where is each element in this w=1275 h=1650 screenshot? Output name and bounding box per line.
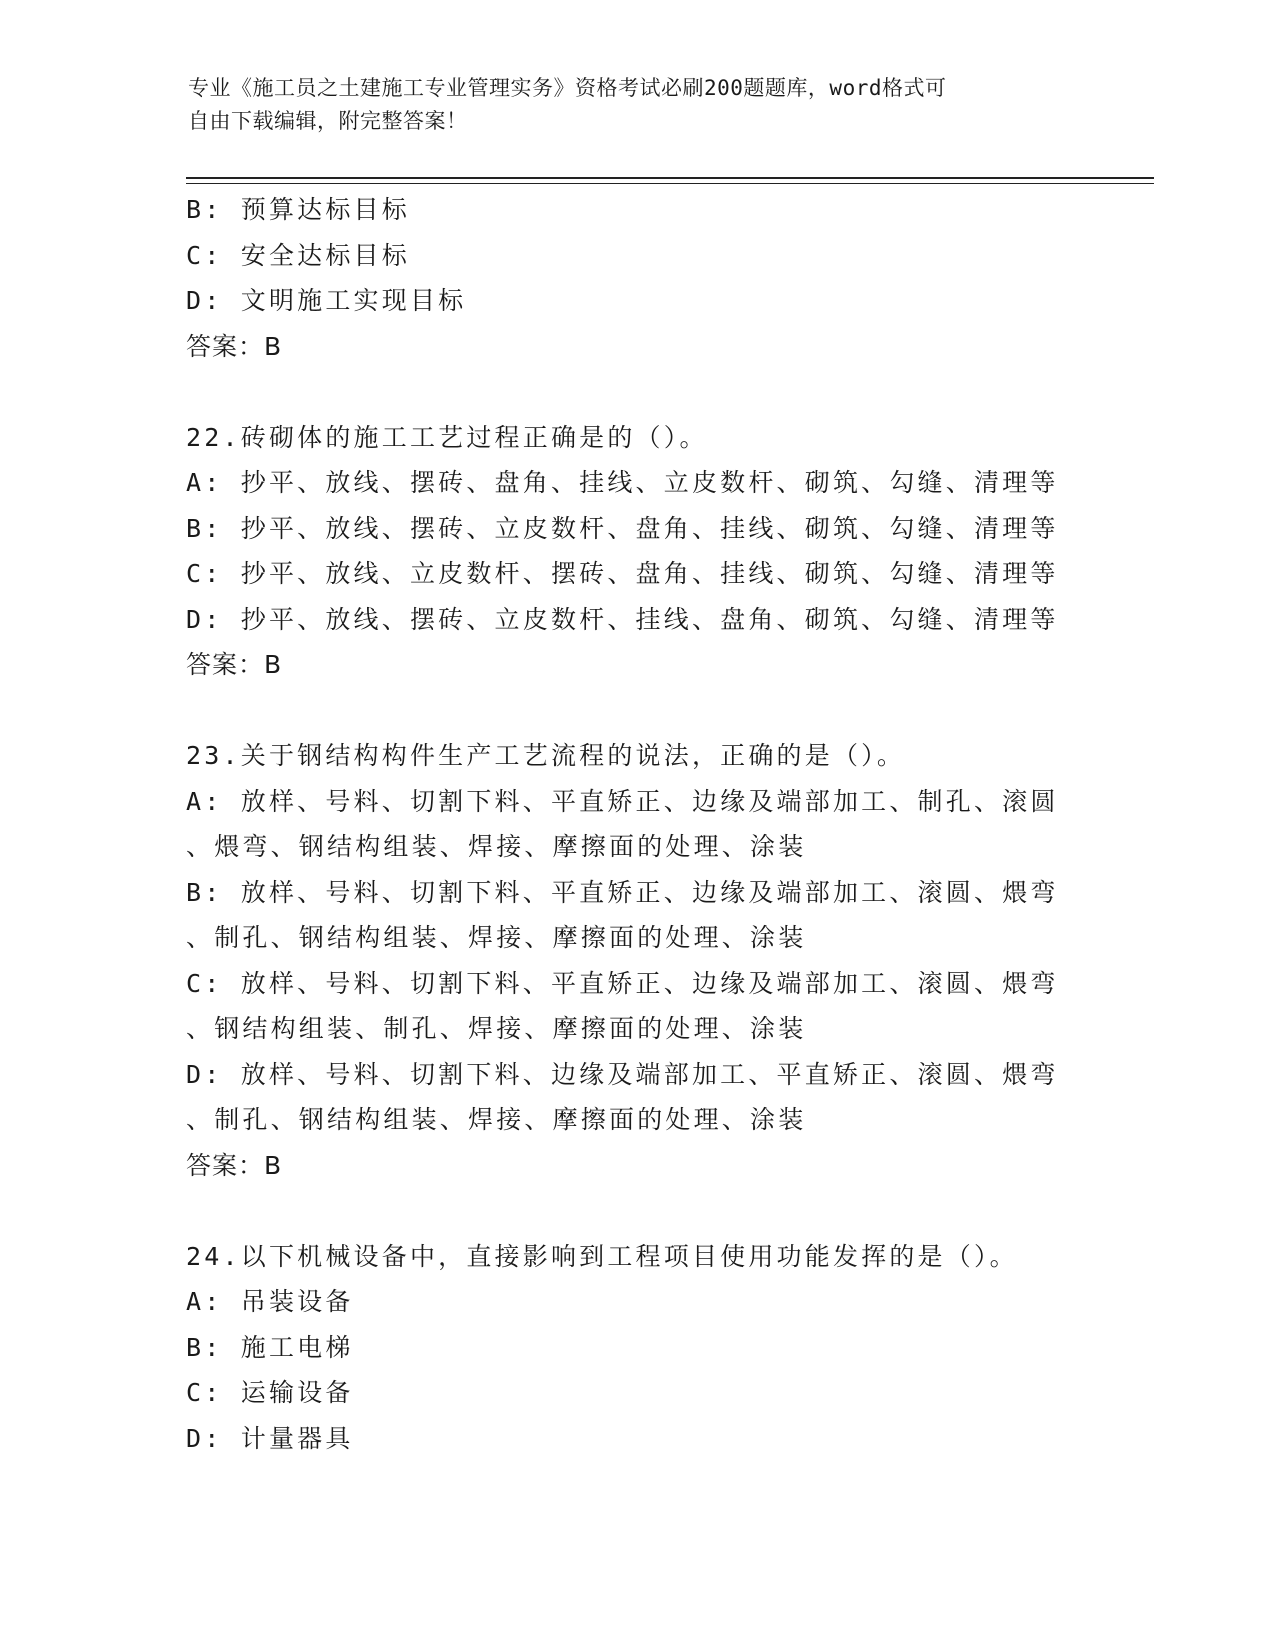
- q22-answer: 答案：B: [186, 650, 283, 679]
- spacer: [186, 688, 1086, 734]
- q22-option-d: D: 抄平、放线、摆砖、立皮数杆、挂线、盘角、砌筑、勾缝、清理等: [186, 604, 1059, 634]
- q23-option-a: A: 放样、号料、切割下料、平直矫正、边缘及端部加工、制孔、滚圆: [186, 786, 1059, 816]
- q22-option-a: A: 抄平、放线、摆砖、盘角、挂线、立皮数杆、砌筑、勾缝、清理等: [186, 468, 1059, 497]
- q23-option-a-cont: 、煨弯、钢结构组装、焊接、摩擦面的处理、涂装: [186, 832, 807, 861]
- q21-option-c: C: 安全达标目标: [186, 240, 410, 270]
- q23-option-d-cont: 、制孔、钢结构组装、焊接、摩擦面的处理、涂装: [186, 1105, 807, 1134]
- header-rule-thin: [186, 183, 1154, 184]
- q22-option-c: C: 抄平、放线、立皮数杆、摆砖、盘角、挂线、砌筑、勾缝、清理等: [186, 559, 1059, 588]
- q22-option-b: B: 抄平、放线、摆砖、立皮数杆、盘角、挂线、砌筑、勾缝、清理等: [186, 513, 1059, 543]
- q22-question: 22.砖砌体的施工工艺过程正确是的（）。: [186, 422, 708, 452]
- q24-option-c: C: 运输设备: [186, 1378, 354, 1407]
- q21-option-d: D: 文明施工实现目标: [186, 286, 467, 315]
- header-rule-thick: [186, 177, 1154, 179]
- header-line-2: 自由下载编辑，附完整答案！: [188, 109, 468, 133]
- q24-option-d: D: 计量器具: [186, 1423, 354, 1453]
- q23-option-d: D: 放样、号料、切割下料、边缘及端部加工、平直矫正、滚圆、煨弯: [186, 1059, 1059, 1089]
- q23-option-b: B: 放样、号料、切割下料、平直矫正、边缘及端部加工、滚圆、煨弯: [186, 877, 1059, 907]
- q21-option-b: B: 预算达标目标: [186, 195, 410, 224]
- document-body: [186, 187, 1086, 1461]
- q23-option-b-cont: 、制孔、钢结构组装、焊接、摩擦面的处理、涂装: [186, 923, 807, 952]
- q24-option-a: A: 吊装设备: [186, 1287, 354, 1316]
- q24-option-b: B: 施工电梯: [186, 1332, 354, 1362]
- q23-question: 23.关于钢结构构件生产工艺流程的说法，正确的是（）。: [186, 741, 906, 770]
- header-line-1: 专业《施工员之土建施工专业管理实务》资格考试必刷200题题库，word格式可: [188, 76, 947, 100]
- q23-answer: 答案：B: [186, 1150, 283, 1180]
- document-header: [188, 72, 1068, 138]
- q23-option-c-cont: 、钢结构组装、制孔、焊接、摩擦面的处理、涂装: [186, 1014, 807, 1043]
- spacer: [186, 369, 1086, 415]
- q24-question: 24.以下机械设备中，直接影响到工程项目使用功能发挥的是（）。: [186, 1241, 1018, 1271]
- spacer: [186, 1188, 1086, 1234]
- q21-answer: 答案：B: [186, 331, 283, 361]
- q23-option-c: C: 放样、号料、切割下料、平直矫正、边缘及端部加工、滚圆、煨弯: [186, 968, 1059, 998]
